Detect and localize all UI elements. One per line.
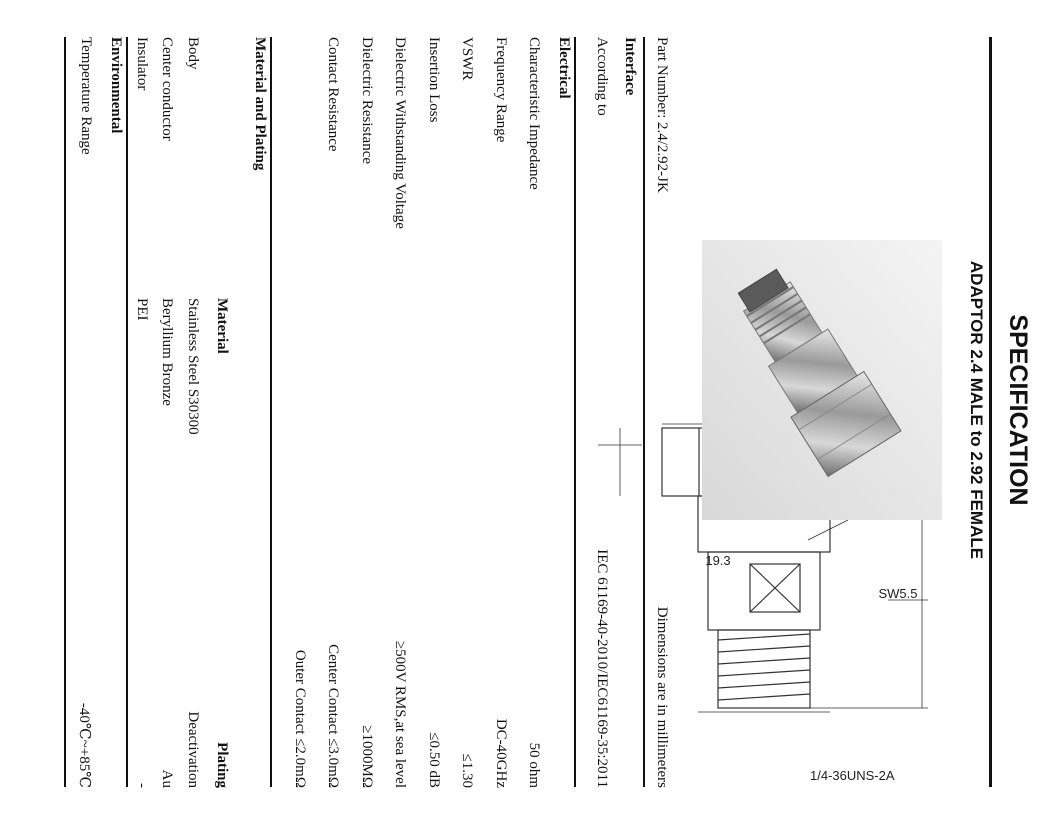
material-column-header: Material [214,298,230,354]
material-row-label: Body [185,37,201,70]
material-row-plating: Deactivation [185,711,201,788]
electrical-value: Outer Contact ≤2.0mΩ [292,649,308,788]
electrical-rule [574,37,576,787]
electrical-label: Insertion Loss [426,37,442,123]
electrical-label: Dielectric Resistance [359,37,375,165]
electrical-value: ≤0.50 dB [426,732,442,788]
plating-column-header: Plating [214,742,230,788]
material-row-material: PEI [134,298,150,321]
material-row-material: Stainless Steel S30300 [185,298,201,435]
electrical-value: ≤1.30 [459,753,475,788]
environmental-label: Temperature Range [78,37,94,155]
adaptor-photo [702,240,942,520]
electrical-label: Frequency Range [493,37,509,143]
page-subtitle: ADAPTOR 2.4 MALE to 2.92 FEMALE [967,260,986,560]
drawing-thread [718,630,810,708]
electrical-label: Characteristic Impedance [526,37,542,190]
environmental-value: -40℃~+85℃ [76,702,92,788]
environmental-heading: Environmental [108,37,124,134]
drawing-thread-label: 1/4-36UNS-2A [810,768,895,783]
electrical-heading: Electrical [556,37,572,99]
interface-label: According to [594,37,610,116]
interface-rule [643,37,645,787]
material-row-material: Beryllium Bronze [159,298,175,406]
material-heading: Material and Plating [252,37,268,171]
drawing-length: 19.3 [705,553,731,568]
part-number: Part Number: 2.4/2.92-JK [654,37,670,193]
page-title: SPECIFICATION [1004,314,1032,506]
electrical-value: Center Contact ≤3.0mΩ [325,644,341,788]
material-row-plating: Au [159,769,175,788]
electrical-value: DC-40GHz [493,718,509,788]
electrical-label: Contact Resistance [325,37,341,152]
material-rule [270,37,272,787]
electrical-value: ≥1000MΩ [359,725,375,788]
electrical-label: VSWR [459,37,475,81]
interface-heading: Interface [622,37,638,96]
environmental-rule [126,37,128,787]
electrical-value: ≥500V RMS,at sea level [392,640,408,788]
interface-value: IEC 61169-40-2010/IEC61169-35:2011 [594,549,610,788]
material-row-plating: - [134,783,150,788]
electrical-label: Dielectric Withstanding Voltage [392,37,408,229]
bottom-rule [64,37,66,787]
material-row-label: Center conductor [159,37,175,141]
electrical-value: 50 ohm [526,742,542,788]
dimensions-note: Dimensions are in millimeters [654,606,670,788]
material-row-label: Insulator [134,37,150,91]
drawing-sw-small: SW5.5 [878,586,918,601]
